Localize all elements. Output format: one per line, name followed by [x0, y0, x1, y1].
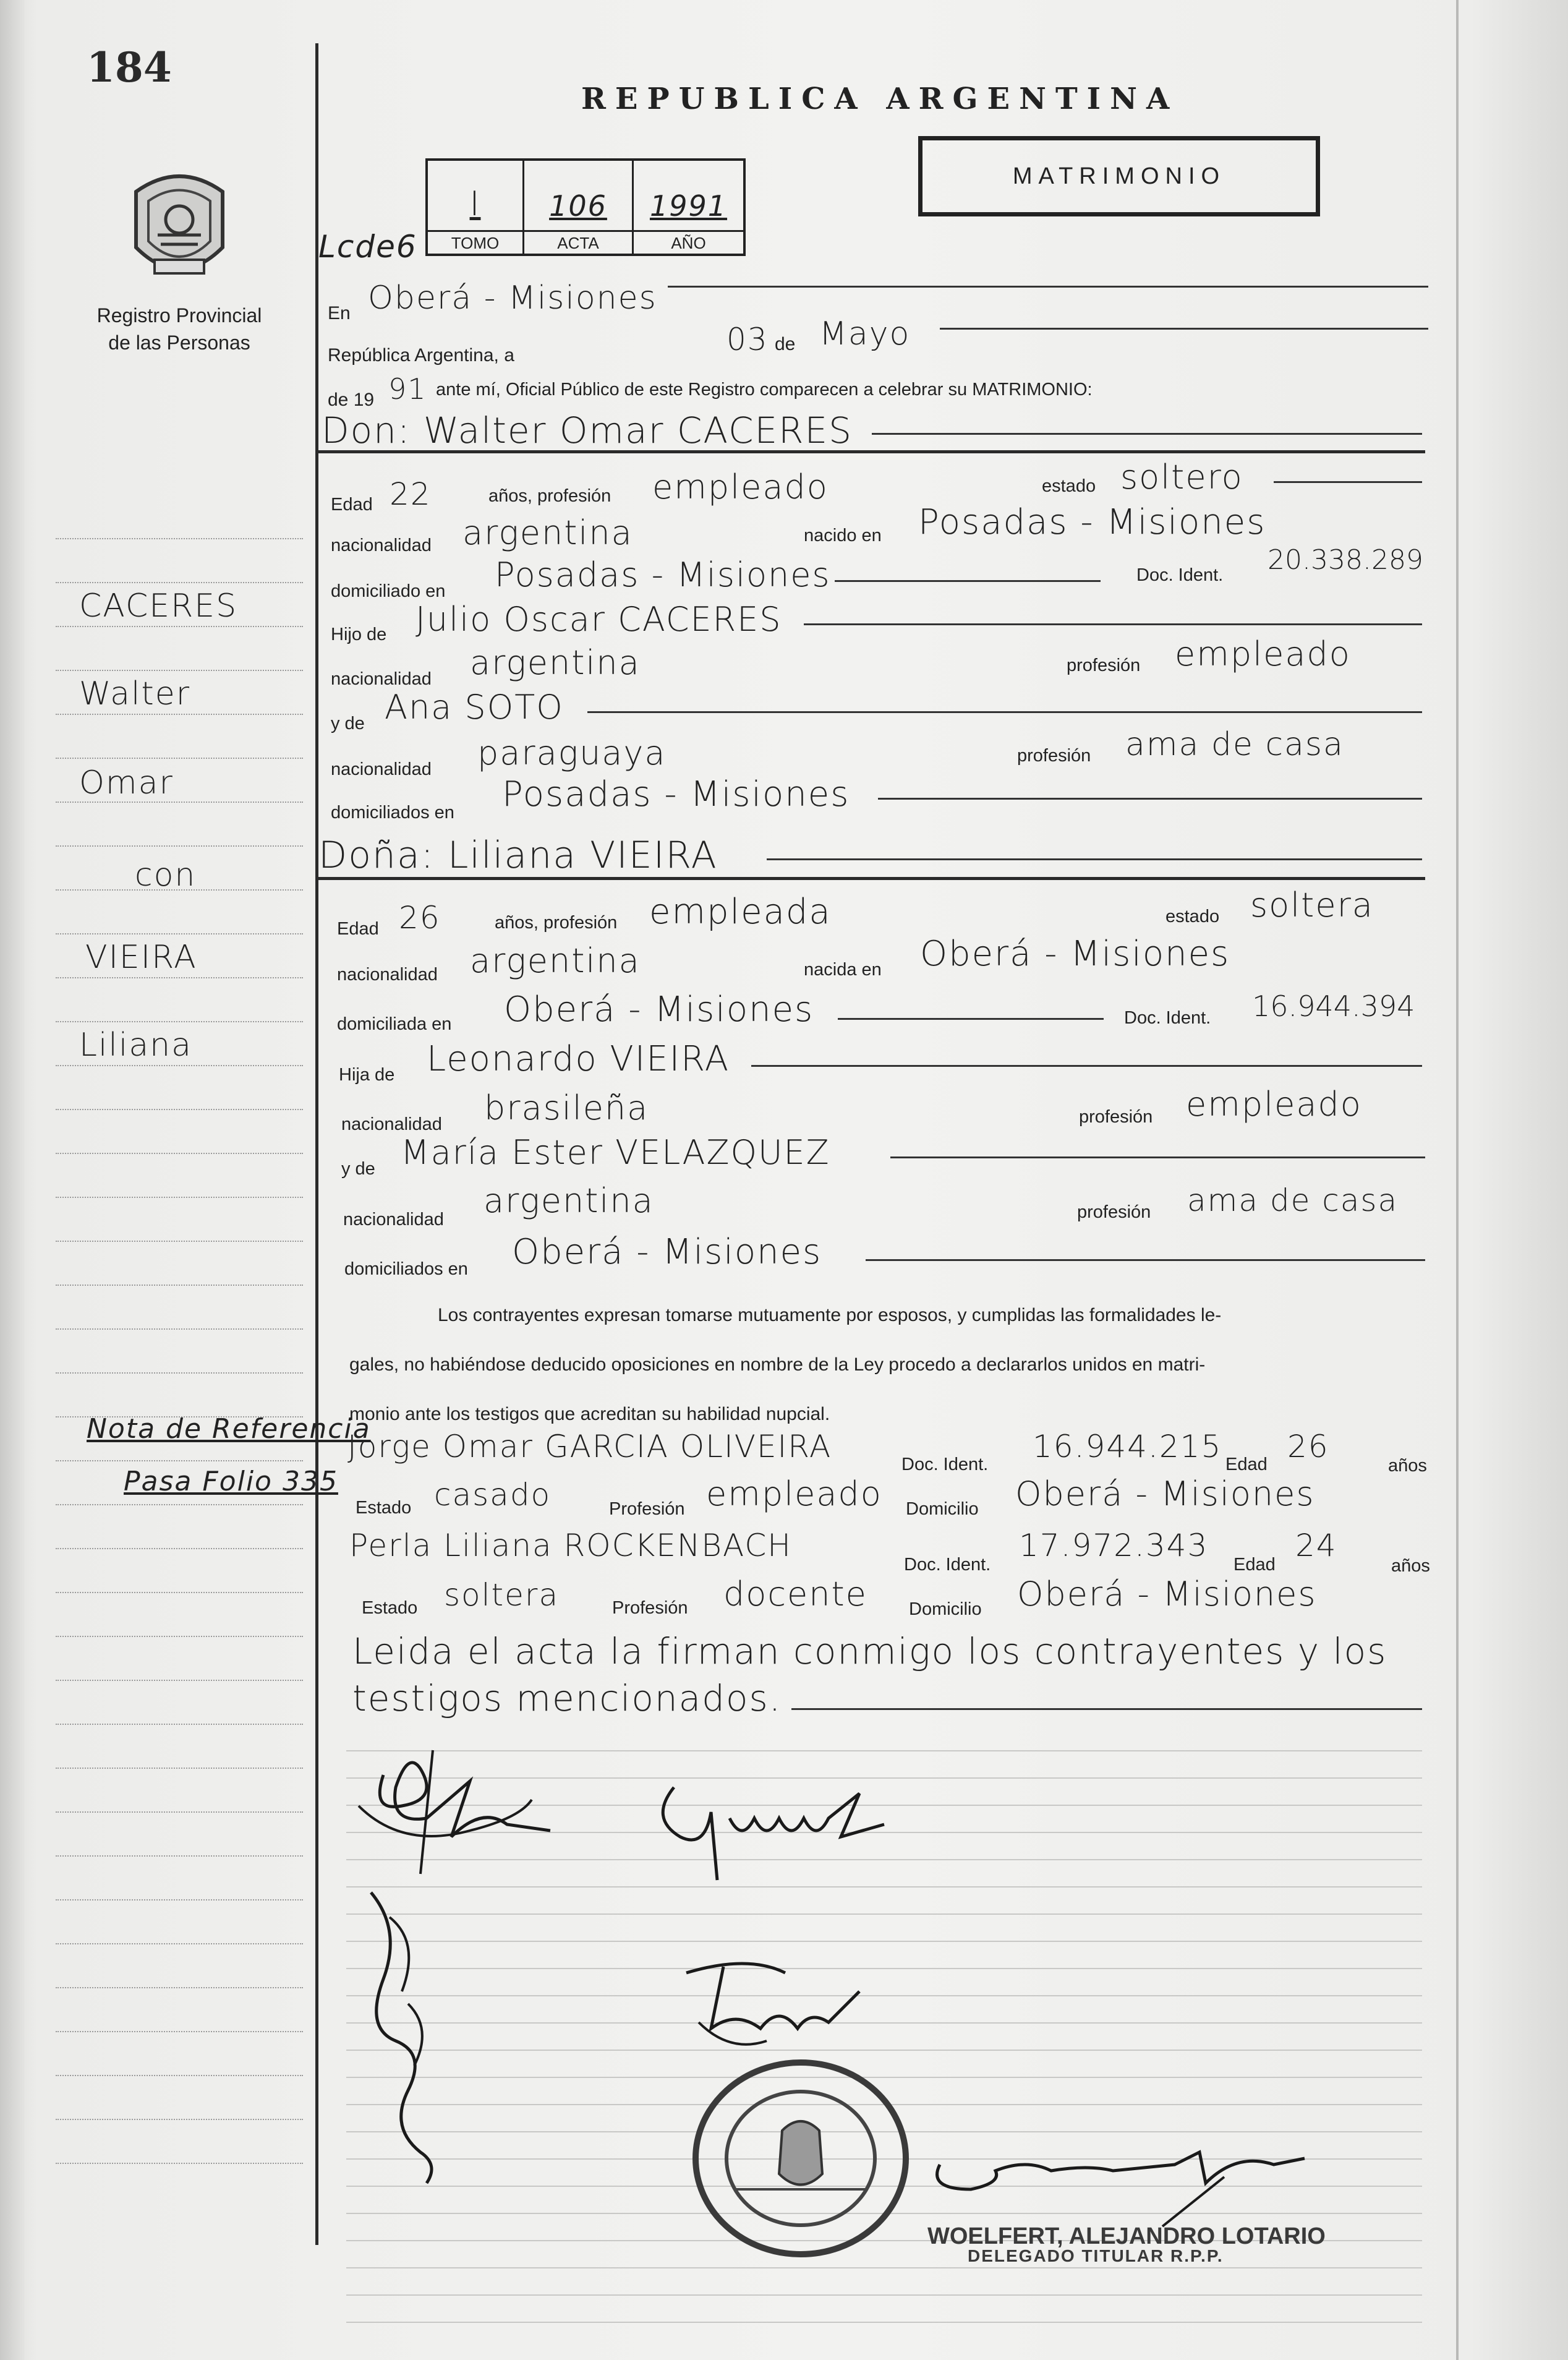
signature-rule-line	[346, 1995, 1422, 1996]
de-label: de	[775, 334, 796, 354]
signature-rule-line	[346, 2294, 1422, 2296]
witness1-anos-label: años	[1388, 1456, 1427, 1476]
witness1-doc: 16.944.215	[1033, 1429, 1222, 1464]
marriage-month: Mayo	[819, 315, 911, 353]
bride-hija-label: Hija de	[339, 1065, 395, 1085]
margin-rule-line	[56, 582, 303, 583]
bride-mother-nac: argentina	[484, 1181, 654, 1220]
bride-doc: 16.944.394	[1252, 990, 1415, 1023]
marriage-day: 03	[726, 322, 769, 357]
margin-note-middle-name: Omar	[79, 764, 174, 802]
closing-line2: testigos mencionados.	[352, 1677, 782, 1719]
witness1-domicilio: Oberá - Misiones	[1015, 1474, 1315, 1513]
witness2-estado-label: Estado	[362, 1598, 418, 1618]
witness2-anos-label: años	[1391, 1556, 1430, 1576]
reference-note-line2: Pasa Folio 335	[124, 1466, 338, 1497]
bride-parents-dom: Oberá - Misiones	[512, 1232, 822, 1272]
margin-rule-line	[56, 1504, 303, 1505]
margin-rule-line	[56, 1372, 303, 1374]
groom-nacido: Posadas - Misiones	[918, 502, 1266, 542]
groom-father-prof-label: profesión	[1067, 656, 1141, 675]
en-label: En	[328, 303, 351, 323]
acta-label: ACTA	[557, 234, 599, 252]
witness2-estado: soltera	[444, 1577, 560, 1613]
witness2-profesion-label: Profesión	[612, 1598, 688, 1618]
bride-profesion: empleada	[649, 892, 832, 932]
margin-rule-line	[56, 626, 303, 627]
margin-rule-line	[56, 1855, 303, 1857]
margin-rule-line	[56, 670, 303, 671]
margin-rule-line	[56, 1987, 303, 1988]
bride-father-prof-label: profesión	[1079, 1107, 1153, 1127]
bride-edad: 26	[399, 900, 441, 936]
signature-witness2	[674, 1948, 878, 2072]
margin-note-first-name: Walter	[79, 675, 191, 712]
margin-rule-line	[56, 1768, 303, 1769]
groom-doc-label: Doc. Ident.	[1136, 565, 1224, 585]
witness1-doc-label: Doc. Ident.	[901, 1455, 989, 1474]
margin-rule-line	[56, 538, 303, 539]
republica-label: República Argentina, a	[328, 345, 514, 366]
groom-profesion: empleado	[652, 468, 829, 507]
margin-rule-line	[56, 1021, 303, 1022]
bride-mother: María Ester VELAZQUEZ	[401, 1133, 830, 1172]
groom-edad-label: Edad	[331, 495, 373, 515]
bride-mother-prof: ama de casa	[1187, 1182, 1399, 1218]
intro-statement: ante mí, Oficial Público de este Registro comparecen a celebrar su MATRIMONIO:	[436, 380, 1093, 400]
bride-estado: soltera	[1250, 886, 1374, 925]
margin-rule-line	[56, 1065, 303, 1066]
bride-father-nac: brasileña	[484, 1088, 649, 1127]
bride-mother-prof-label: profesión	[1077, 1202, 1151, 1222]
signature-witness1	[346, 1880, 482, 2189]
witness1-estado: casado	[434, 1477, 552, 1513]
bride-parents-dom-label: domiciliados en	[344, 1259, 468, 1279]
margin-rule-line	[56, 758, 303, 759]
witness1-edad: 26	[1287, 1429, 1329, 1464]
page-edge	[1456, 0, 1459, 2360]
margin-rule-line	[56, 1680, 303, 1681]
bride-y-de-label: y de	[341, 1159, 375, 1179]
groom-mother-prof: ama de casa	[1125, 726, 1344, 763]
official-name: WOELFERT, ALEJANDRO LOTARIO	[927, 2223, 1326, 2249]
witness2-domicilio-label: Domicilio	[909, 1599, 982, 1619]
act-type-box	[918, 136, 1320, 216]
bride-title: Doña: Liliana VIEIRA	[318, 834, 718, 877]
groom-mother-prof-label: profesión	[1017, 746, 1091, 766]
legal-text-line3: monio ante los testigos que acreditan su habilidad nupcial.	[349, 1404, 830, 1424]
reference-note-line1: Nota de Referencia	[87, 1413, 371, 1445]
groom-father-prof: empleado	[1175, 635, 1351, 673]
bride-father: Leonardo VIEIRA	[427, 1039, 730, 1079]
margin-rule-line	[56, 1460, 303, 1461]
bride-nacionalidad: argentina	[470, 941, 641, 980]
acta-value: 106	[549, 189, 607, 223]
witness2-doc: 17.972.343	[1019, 1528, 1209, 1563]
margin-rule-line	[56, 977, 303, 978]
bride-edad-label: Edad	[337, 919, 379, 939]
bride-nacionalidad-label: nacionalidad	[337, 965, 438, 985]
witness1-name: Jorge Omar GARCIA OLIVEIRA	[347, 1429, 832, 1464]
witness1-domicilio-label: Domicilio	[906, 1499, 979, 1519]
act-number-box	[425, 158, 746, 256]
official-role: DELEGADO TITULAR R.P.P.	[968, 2246, 1224, 2265]
groom-nacionalidad-label: nacionalidad	[331, 536, 432, 555]
ano-value: 1991	[649, 189, 728, 223]
signature-rule-line	[346, 1968, 1422, 1969]
witness1-profesion-label: Profesión	[609, 1499, 685, 1519]
margin-rule-line	[56, 2075, 303, 2076]
margin-rule-line	[56, 845, 303, 847]
bride-nacida-label: nacida en	[804, 960, 882, 980]
margin-rule-line	[56, 1811, 303, 1813]
signature-rule-line	[346, 2322, 1422, 2323]
signature-rule-line	[346, 2050, 1422, 2051]
witness1-profesion: empleado	[706, 1474, 882, 1513]
year-suffix: 91	[388, 372, 427, 406]
margin-note-bride-name: Liliana	[79, 1027, 192, 1064]
margin-rule-line	[56, 2119, 303, 2120]
margin-rule-line	[56, 2163, 303, 2164]
tomo-label: TOMO	[451, 234, 500, 252]
groom-doc: 20.338.289	[1268, 544, 1423, 576]
groom-estado-label: estado	[1042, 476, 1096, 496]
groom-anos-profesion-label: años, profesión	[488, 486, 611, 506]
margin-rule-line	[56, 1943, 303, 1944]
groom-mother-nac: paraguaya	[477, 733, 667, 772]
bride-domicilio: Oberá - Misiones	[504, 990, 814, 1030]
groom-mother-nac-label: nacionalidad	[331, 759, 432, 779]
groom-hijo-label: Hijo de	[331, 625, 387, 644]
margin-rule-line	[56, 2031, 303, 2032]
signature-rule-line	[346, 1941, 1422, 1942]
legal-text-line2: gales, no habiéndose deducido oposiciones en nombre de la Ley procedo a declararlos unidos en matri-	[349, 1354, 1206, 1375]
marriage-place: Oberá - Misiones	[368, 280, 657, 317]
groom-nacido-label: nacido en	[804, 526, 882, 545]
margin-rule-line	[56, 1197, 303, 1198]
witness1-estado-label: Estado	[356, 1498, 412, 1518]
groom-parents-dom-label: domiciliados en	[331, 803, 454, 823]
registry-label-line2: de las Personas	[108, 331, 250, 354]
official-seal-icon	[689, 2056, 912, 2260]
margin-rule-line	[56, 1548, 303, 1549]
legal-text-line1: Los contrayentes expresan tomarse mutuamente por esposos, y cumplidas las formalidades le-	[438, 1305, 1222, 1325]
margin-rule-line	[56, 714, 303, 715]
margin-rule-line	[56, 1241, 303, 1242]
bride-estado-label: estado	[1165, 907, 1220, 926]
margin-note-bride-surname: VIEIRA	[85, 939, 197, 976]
left-binding	[0, 0, 25, 2360]
year-prefix: de 19	[328, 390, 375, 410]
country-title: REPUBLICA ARGENTINA	[581, 82, 1179, 116]
signature-rule-line	[346, 2267, 1422, 2268]
tomo-value: I	[469, 184, 481, 223]
margin-rule-line	[56, 1153, 303, 1154]
margin-rule-line	[56, 1899, 303, 1900]
witness2-edad-label: Edad	[1234, 1555, 1276, 1575]
witness2-doc-label: Doc. Ident.	[904, 1555, 991, 1575]
bride-father-prof: empleado	[1186, 1085, 1362, 1124]
groom-mother: Ana SOTO	[385, 688, 564, 727]
groom-domicilio: Posadas - Misiones	[495, 555, 831, 594]
groom-father: Julio Oscar CACERES	[415, 600, 782, 639]
signature-bride	[637, 1756, 903, 1899]
groom-father-nac-label: nacionalidad	[331, 669, 432, 689]
witness1-edad-label: Edad	[1225, 1455, 1268, 1474]
margin-rule-line	[56, 1285, 303, 1286]
witness2-domicilio: Oberá - Misiones	[1017, 1575, 1317, 1614]
office-code: Lcde6	[318, 229, 417, 265]
act-type-label: MATRIMONIO	[1012, 163, 1226, 189]
registry-label-line1: Registro Provincial	[96, 304, 262, 327]
bride-mother-nac-label: nacionalidad	[343, 1210, 444, 1229]
margin-note-con: con	[135, 857, 197, 894]
witness2-edad: 24	[1295, 1528, 1337, 1563]
margin-rule-line	[56, 1636, 303, 1637]
groom-nacionalidad: argentina	[462, 513, 633, 552]
groom-domicilio-label: domiciliado en	[331, 581, 446, 601]
margin-rule-line	[56, 1328, 303, 1330]
margin-note-surname: CACERES	[79, 588, 238, 625]
margin-rule-line	[56, 1109, 303, 1110]
coat-of-arms-icon	[124, 167, 235, 291]
bride-father-nac-label: nacionalidad	[341, 1114, 442, 1134]
bride-nacida: Oberá - Misiones	[920, 934, 1230, 974]
groom-estado: soltero	[1120, 458, 1243, 497]
left-border-line	[315, 43, 318, 2245]
page-number: 184	[87, 43, 172, 92]
groom-father-nac: argentina	[470, 643, 641, 682]
ano-label: AÑO	[671, 234, 706, 252]
groom-edad: 22	[390, 476, 432, 512]
groom-title: Don: Walter Omar CACERES	[322, 409, 853, 451]
signature-rule-line	[346, 2022, 1422, 2024]
witness2-profesion: docente	[723, 1575, 867, 1614]
witness2-name: Perla Liliana ROCKENBACH	[349, 1528, 792, 1563]
groom-y-de-label: y de	[331, 714, 365, 733]
bride-doc-label: Doc. Ident.	[1124, 1008, 1211, 1028]
groom-parents-dom: Posadas - Misiones	[502, 774, 850, 814]
bride-anos-profesion-label: años, profesión	[495, 913, 618, 933]
margin-rule-line	[56, 802, 303, 803]
bride-domicilio-label: domiciliada en	[337, 1014, 452, 1034]
closing-line1: Leida el acta la firman conmigo los contrayentes y los	[352, 1630, 1387, 1672]
margin-rule-line	[56, 1724, 303, 1725]
margin-rule-line	[56, 933, 303, 934]
margin-rule-line	[56, 1592, 303, 1593]
